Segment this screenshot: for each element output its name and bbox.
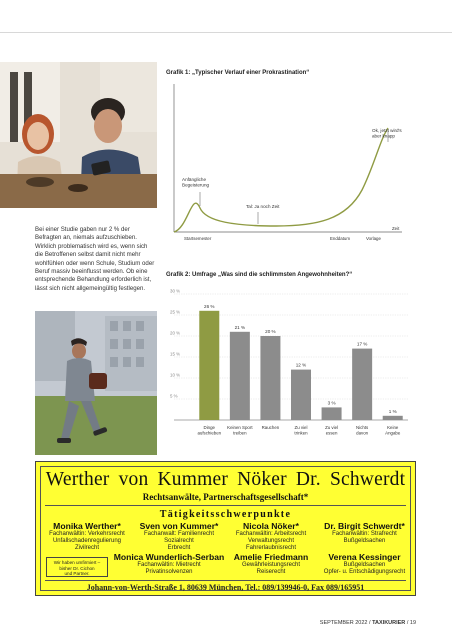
graf1-annotation-middle: Tal: Ja noch Zeit (246, 204, 280, 209)
lawyer-field: Bußgeldsachen (343, 562, 386, 568)
lawyer-field: Fachanwalt: Familienrecht (143, 531, 215, 537)
lawyer-field: Unfallschadenregulierung (52, 538, 122, 544)
ad-frame (40, 466, 411, 591)
lawyer-name: Verena Kessinger (328, 552, 401, 562)
graf2-value-label: 12 % (295, 362, 307, 368)
lawyer-field: Fachanwältin: Arbeitsrecht (235, 531, 307, 537)
graf2-category-label: Keinen Sport treiben (227, 425, 253, 436)
graf2-bar (383, 416, 403, 420)
footer-magazine: TAXIKURIER (372, 620, 406, 626)
graf2-y-tick-label: 30 % (170, 288, 181, 294)
photo-man-illustration (35, 311, 157, 455)
page-footer (320, 620, 416, 626)
graf2-y-tick-label: 10 % (170, 372, 181, 378)
graf2-bar (291, 370, 311, 420)
graf1-annotation-end: Ok, jetzt wird's aber knapp (372, 128, 402, 139)
graf2-bar (260, 336, 280, 420)
graf2-value-label: 26 % (204, 303, 215, 309)
lawyer-field: Reiserecht (256, 569, 286, 575)
article-paragraph: Bei einer Studie gaben nur 2 % der Befragten an, niemals aufzuschieben. Wirklich problematisch wird es, wenn sich die Betroffenen selbst damit nicht mehr wohlfühlen oder wenn Schule, Studium oder Beruf massiv beeinflusst werden. Ob eine entsprechende Behandlung erforderlich ist, lässt sich nicht allgemeingültig festlegen. (35, 226, 155, 292)
lawyer-name: Monica Wunderlich-Serban (113, 552, 225, 562)
law-firm-advertisement (35, 461, 416, 596)
graf2-bar (352, 349, 372, 420)
graf2-bar (322, 407, 342, 420)
graf2-value-label: 1 % (388, 408, 397, 414)
graf2-title: Grafik 2: Umfrage „Was sind die schlimmsten Angewohnheiten?“ (166, 272, 353, 278)
graf1-x-axis-label: Zeit (392, 226, 400, 231)
graf2-value-label: 17 % (356, 341, 368, 347)
graf2-category-label: Keine Angabe (385, 425, 401, 436)
lawyer-amelie-friedmann (225, 552, 317, 576)
graf2-bar (230, 332, 250, 420)
lawyer-field: Privatinsolvenzen (145, 569, 193, 575)
photo-couple-illustration (0, 62, 157, 208)
graf1-x-label-start: Startsemester (184, 236, 212, 241)
lawyer-name: Nicola Nöker* (243, 521, 299, 531)
lawyer-field: Fachanwältin: Mietrecht (137, 562, 201, 568)
lawyer-field: Bußgeldsachen (343, 538, 386, 544)
lawyer-field: Erbrecht (167, 545, 191, 551)
graf1-annotation-start: Anfängliche Begeisterung (182, 177, 210, 188)
ad-firm-names: Werther von Kummer Nöker Dr. Schwerdt (45, 469, 406, 490)
lawyer-field: Verwaltungsrecht (247, 538, 295, 544)
ad-rename-note (46, 557, 108, 577)
lawyer-field: Fachanwältin: Verkehrsrecht (49, 531, 125, 537)
lawyer-name: Sven von Kummer* (139, 521, 219, 531)
graf2-category-label: Zu viel trinken (294, 425, 308, 436)
lawyer-sven-von-kummer (133, 521, 225, 552)
graf2-category-label: Dinge aufschieben (197, 425, 222, 436)
graf2-y-tick-label: 20 % (170, 330, 181, 336)
graf2-y-tick-label: 5 % (170, 393, 178, 399)
lawyer-birgit-schwerdt (317, 521, 412, 545)
graf1-x-label-end-date: Enddatum (330, 236, 351, 241)
footer-issue: SEPTEMBER 2022 / (319, 620, 373, 626)
graf1-title: Grafik 1: „Typischer Verlauf einer Prokrastination“ (166, 70, 310, 76)
lawyer-field: Fahrerlaubnisrecht (245, 545, 297, 551)
lawyer-monica-wunderlich-serban (113, 552, 225, 576)
lawyer-name: Amelie Friedmann (233, 552, 309, 562)
lawyer-field: Zivilrecht (74, 545, 99, 551)
graf2-value-label: 3 % (327, 400, 336, 406)
graf2-category-label: Nichts davon (356, 425, 369, 436)
lawyer-verena-kessinger (317, 552, 412, 576)
lawyer-field: Sozialrecht (164, 538, 194, 544)
graf2-bar (199, 311, 219, 420)
photo-couple-at-table (0, 62, 157, 208)
ad-subtitle: Rechtsanwälte, Partnerschaftsgesellschaft* (142, 492, 309, 502)
ad-address: Johann-von-Werth-Straße 1, 80639 München, Tel.: 089/139946-0, Fax 089/165951 (86, 583, 365, 592)
ad-heading: Tätigkeitsschwerpunkte (159, 509, 292, 520)
lawyer-field: Fachanwältin: Strafrecht (332, 531, 397, 537)
graf1-x-label-deadline: Vorlage (366, 236, 381, 241)
graf2-category-label: Rauchen (261, 425, 280, 430)
graf1-curve-line (174, 128, 388, 232)
graf2-value-label: 20 % (265, 329, 276, 334)
graf2-value-label: 21 % (234, 324, 246, 330)
footer-page-number: / 19 (405, 620, 416, 626)
lawyer-field: Opfer- u. Entschädigungsrecht (323, 569, 406, 575)
graf2-y-tick-label: 25 % (170, 309, 181, 315)
lawyer-monika-werther (41, 521, 133, 552)
graf1-procrastination-curve (166, 80, 412, 254)
graf2-habits-bar-chart (166, 288, 416, 452)
lawyer-field: Gewährleistungsrecht (241, 562, 301, 568)
lawyer-name: Monika Werther* (53, 521, 121, 531)
top-divider (0, 32, 452, 33)
ad-divider-bottom (45, 580, 406, 581)
ad-divider-top (45, 505, 406, 506)
graf2-y-tick-label: 15 % (170, 351, 181, 357)
ad-rename-note-text: Wir haben umfirmiert – bisher Dr. Cichon und Partner. (53, 560, 101, 577)
lawyer-nicola-noeker (225, 521, 317, 552)
photo-man-running-late (35, 311, 157, 455)
lawyer-name: Dr. Birgit Schwerdt* (324, 521, 405, 531)
graf2-category-label: Zu viel essen (325, 425, 339, 436)
